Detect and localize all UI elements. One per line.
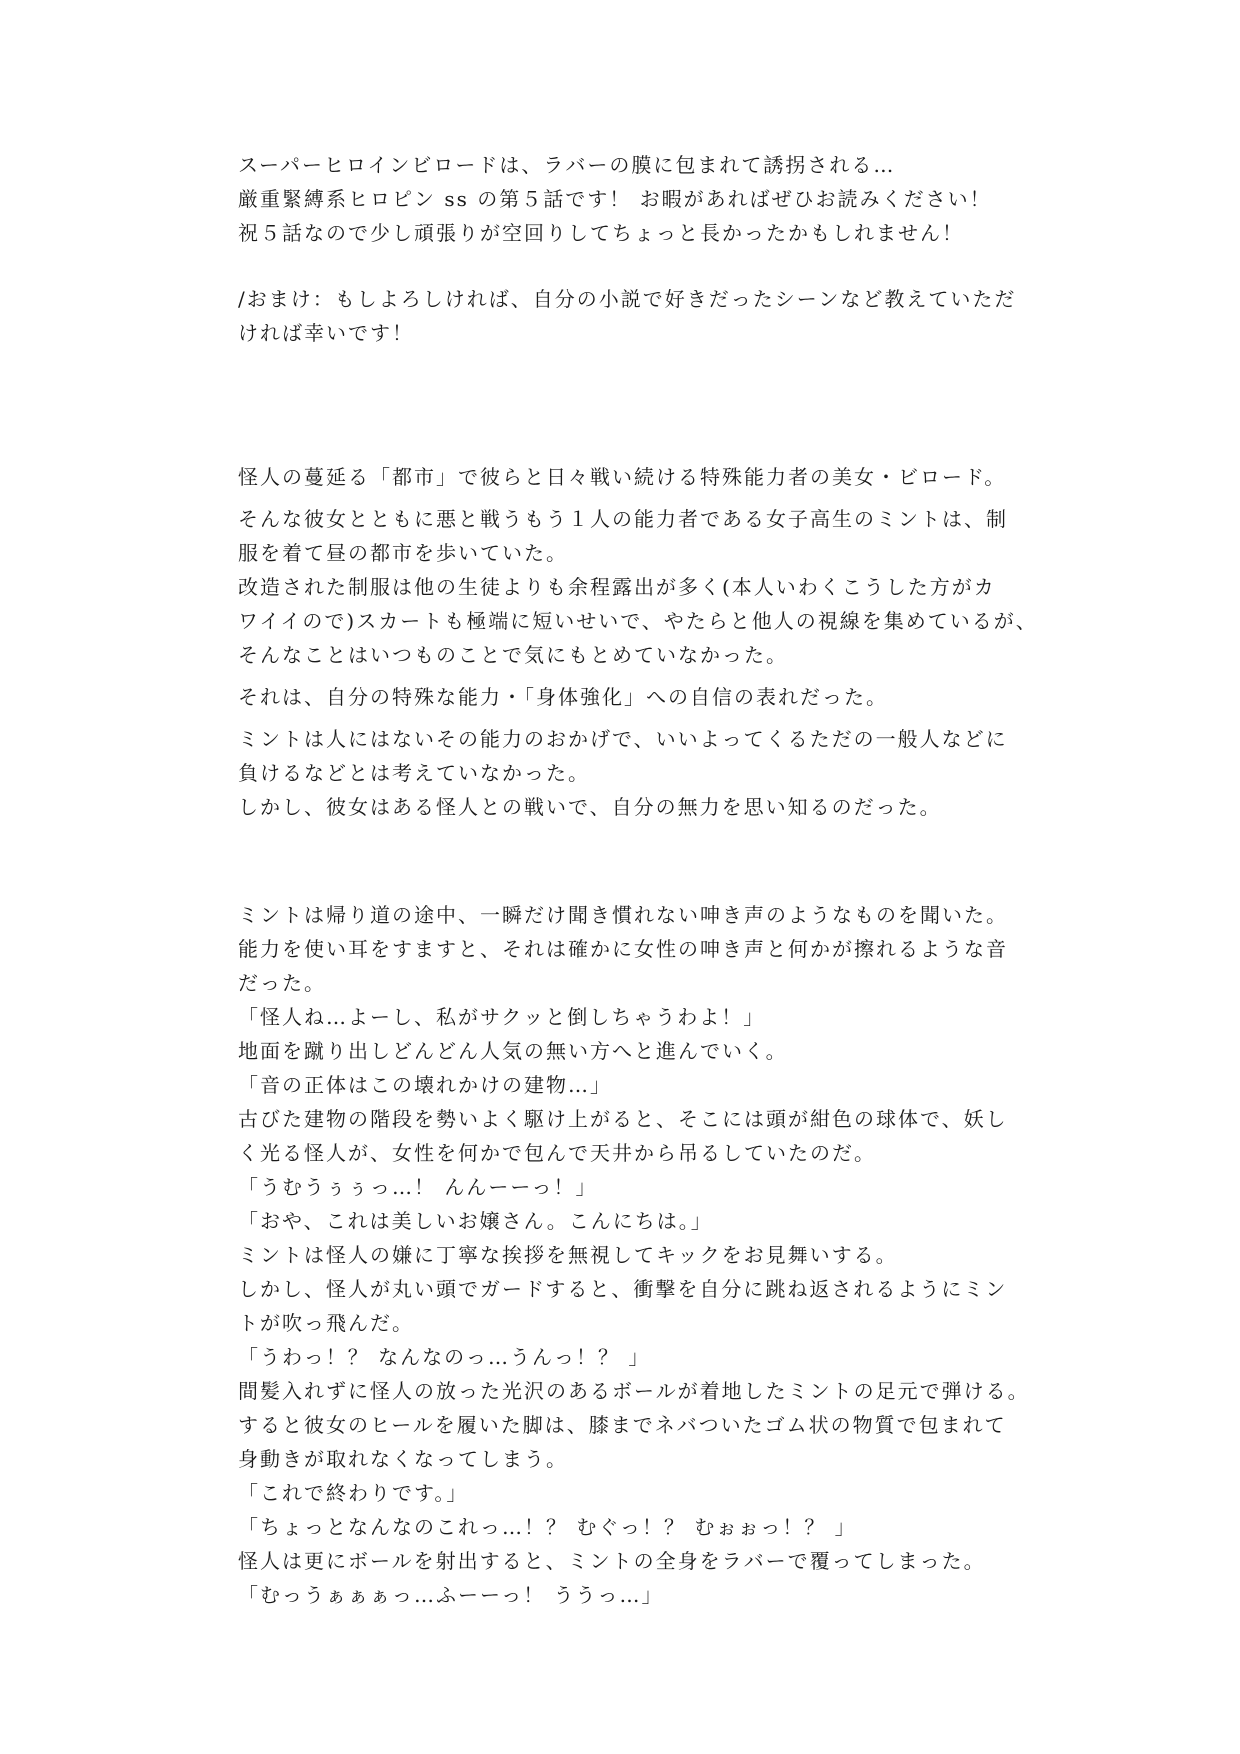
text-line: /おまけ：もしよろしければ、自分の小説で好きだったシーンなど教えていただ [238, 287, 1017, 311]
text-line: それは、自分の特殊な能力・「身体強化」への自信の表れだった。 [238, 685, 888, 709]
story-scene [238, 898, 1038, 1612]
text-line: 能力を使い耳をすますと、それは確かに女性の呻き声と何かが擦れるような音 [238, 937, 1008, 961]
dialogue-line: 「おや、これは美しいお嬢さん。こんにちは。」 [238, 1209, 713, 1233]
text-line: 怪人は更にボールを射出すると、ミントの全身をラバーで覆ってしまった。 [238, 1549, 986, 1573]
text-line: 古びた建物の階段を勢いよく駆け上がると、そこには頭が紺色の球体で、妖し [238, 1107, 1008, 1131]
text-line: トが吹っ飛んだ。 [238, 1311, 414, 1335]
dialogue-line: 「むっうぁぁぁっ…ふーーっ！ ううっ…」 [238, 1583, 664, 1607]
text-line: ミントは帰り道の途中、一瞬だけ聞き慣れない呻き声のようなものを聞いた。 [238, 903, 1008, 927]
omake-note [238, 282, 1038, 350]
text-line: ミントは人にはないその能力のおかげで、いいよってくるただの一般人などに [238, 727, 1008, 751]
text-line: 地面を蹴り出しどんどん人気の無い方へと進んでいく。 [238, 1039, 788, 1063]
intro-paragraph [238, 148, 1038, 250]
text-line: だった。 [238, 971, 326, 995]
text-line: 祝５話なので少し頑張りが空回りしてちょっと長かったかもしれません！ [238, 221, 964, 245]
text-line: すると彼女のヒールを履いた脚は、膝までネバついたゴム状の物質で包まれて [238, 1413, 1007, 1437]
paragraph-gap [238, 672, 1038, 680]
text-line: ワイイので)スカートも極端に短いせいで、やたらと他人の視線を集めているが、 [238, 609, 1038, 633]
prologue-section [238, 460, 1038, 824]
dialogue-line: 「ちょっとなんなのこれっ…！？ むぐっ！？ むぉぉっ！？ 」 [238, 1515, 857, 1539]
text-line: 服を着て昼の都市を歩いていた。 [238, 541, 568, 565]
dialogue-line: 「怪人ね…よーし、私がサクッと倒しちゃうわよ！」 [238, 1005, 766, 1029]
text-line: しかし、怪人が丸い頭でガードすると、衝撃を自分に跳ね返されるようにミン [238, 1277, 1008, 1301]
dialogue-line: 「これで終わりです。」 [238, 1481, 469, 1505]
dialogue-line: 「音の正体はこの壊れかけの建物…」 [238, 1073, 612, 1097]
text-line: 改造された制服は他の生徒よりも余程露出が多く(本人いわくこうした方がカ [238, 575, 996, 599]
text-line: しかし、彼女はある怪人との戦いで、自分の無力を思い知るのだった。 [238, 795, 942, 819]
text-line: 身動きが取れなくなってしまう。 [238, 1447, 568, 1471]
text-line: 間髪入れずに怪人の放った光沢のあるボールが着地したミントの足元で弾ける。 [238, 1379, 1030, 1403]
text-line: ミントは怪人の嫌に丁寧な挨拶を無視してキックをお見舞いする。 [238, 1243, 898, 1267]
text-line: 怪人の蔓延る「都市」で彼らと日々戦い続ける特殊能力者の美女・ビロード。 [238, 465, 1007, 489]
text-line: く光る怪人が、女性を何かで包んで天井から吊るしていたのだ。 [238, 1141, 876, 1165]
text-line: スーパーヒロインビロードは、ラバーの膜に包まれて誘拐される… [238, 153, 896, 177]
paragraph-gap [238, 494, 1038, 502]
dialogue-line: 「うむうぅぅっ…！ んんーーっ！」 [238, 1175, 598, 1199]
text-line: そんな彼女とともに悪と戦うもう１人の能力者である女子高生のミントは、制 [238, 507, 1008, 531]
text-line: 厳重緊縛系ヒロピン ss の第５話です！ お暇があればぜひお読みください！ [238, 187, 992, 211]
text-line: 負けるなどとは考えていなかった。 [238, 761, 590, 785]
dialogue-line: 「うわっ！？ なんなのっ…うんっ！？ 」 [238, 1345, 651, 1369]
paragraph-gap [238, 714, 1038, 722]
text-line: そんなことはいつものことで気にもとめていなかった。 [238, 643, 788, 667]
text-line: ければ幸いです！ [238, 321, 414, 345]
